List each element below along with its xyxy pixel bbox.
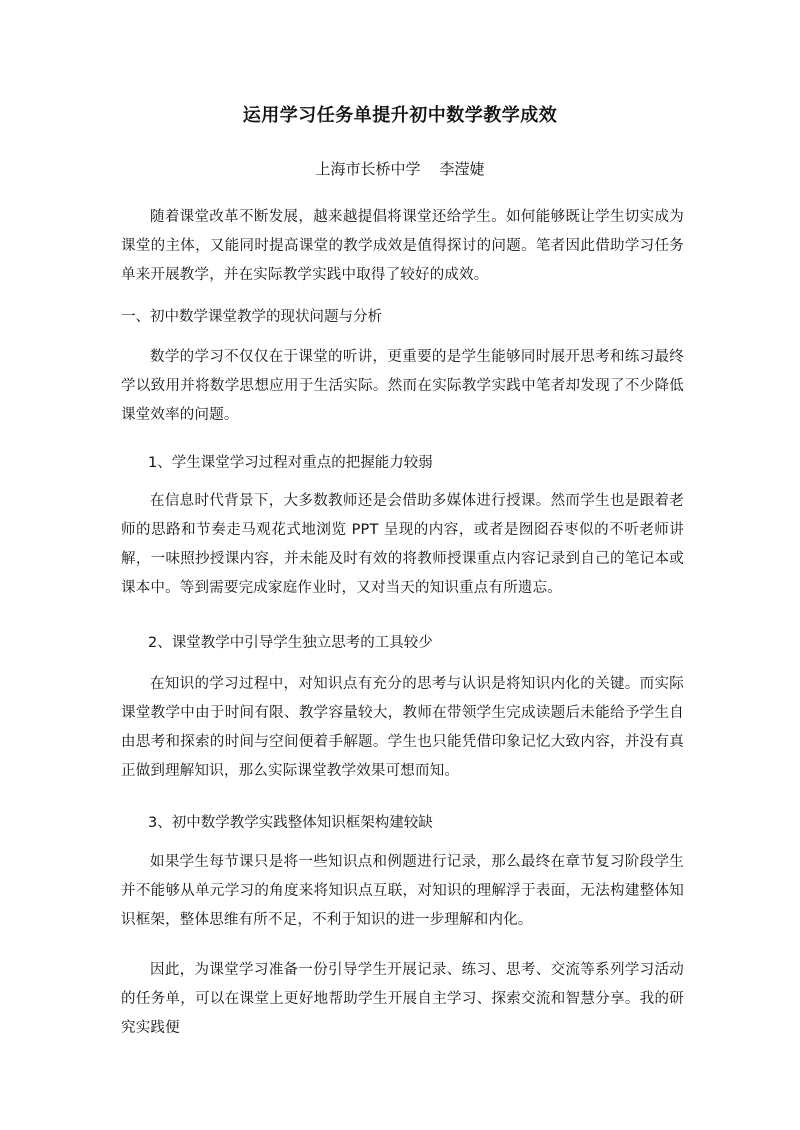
subsection-heading-1: 1、学生课堂学习过程对重点的把握能力较弱 [148,455,433,471]
body-paragraph: 在知识的学习过程中，对知识点有充分的思考与认识是将知识内化的关键。而实际课堂教学中由于时间有限、教学容量较大，教师在带领学生完成读题后未能给予学生自由思考和探索的时间与空间便着手解题。学生也只能凭借印象记忆大致内容，并没有真正做到理解知识，那么实际课堂教学效果可想而知。 [121,676,684,779]
body-paragraph: 因此，为课堂学习准备一份引导学生开展记录、练习、思考、交流等系列学习活动的任务单，可以在课堂上更好地帮助学生开展自主学习、探索交流和智慧分享。我的研究实践便 [121,962,684,1036]
intro-paragraph-block [121,203,684,290]
body-paragraph: 如果学生每节课只是将一些知识点和例题进行记录，那么最终在章节复习阶段学生并不能够从单元学习的角度来将知识点互联，对知识的理解浮于表面，无法构建整体知识框架，整体思维有所不足，不利于知识的进一步理解和内化。 [121,854,684,928]
body-paragraph: 在信息时代背景下，大多数教师还是会借助多媒体进行授课。然而学生也是跟着老师的思路和节奏走马观花式地浏览 PPT 呈现的内容，或者是囫囵吞枣似的不听老师讲解，一味照抄授课内容，并未能及时有效的将教师授课重点内容记录到自己的笔记本或课本中。等到需要完成家庭作业时，又对当天的知识重点有所遗忘。 [121,493,684,596]
paragraph-block-4 [121,848,684,935]
paragraph-block-1 [121,343,684,430]
intro-paragraph: 随着课堂改革不断发展，越来越提倡将课堂还给学生。如何能够既让学生切实成为课堂的主体，又能同时提高课堂的教学成效是值得探讨的问题。笔者因此借助学习任务单来开展教学，并在实际教学实践中取得了较好的成效。 [121,209,684,283]
body-paragraph: 数学的学习不仅仅在于课堂的听讲，更重要的是学生能够同时展开思考和练习最终学以致用并将数学思想应用于生活实际。然而在实际教学实践中笔者却发现了不少降低课堂效率的问题。 [121,349,684,423]
subsection-heading-2: 2、课堂教学中引导学生独立思考的工具较少 [148,635,433,651]
paragraph-block-2 [121,487,684,603]
document-title: 运用学习任务单提升初中数学教学成效 [242,105,558,126]
paragraph-block-5 [121,956,684,1043]
paragraph-block-3 [121,670,684,786]
subsection-heading-3: 3、初中数学教学实践整体知识框架构建较缺 [148,815,433,831]
author-line: 上海市长桥中学 李滢婕 [315,160,485,178]
section-heading-1: 一、初中数学课堂教学的现状问题与分析 [121,309,382,325]
